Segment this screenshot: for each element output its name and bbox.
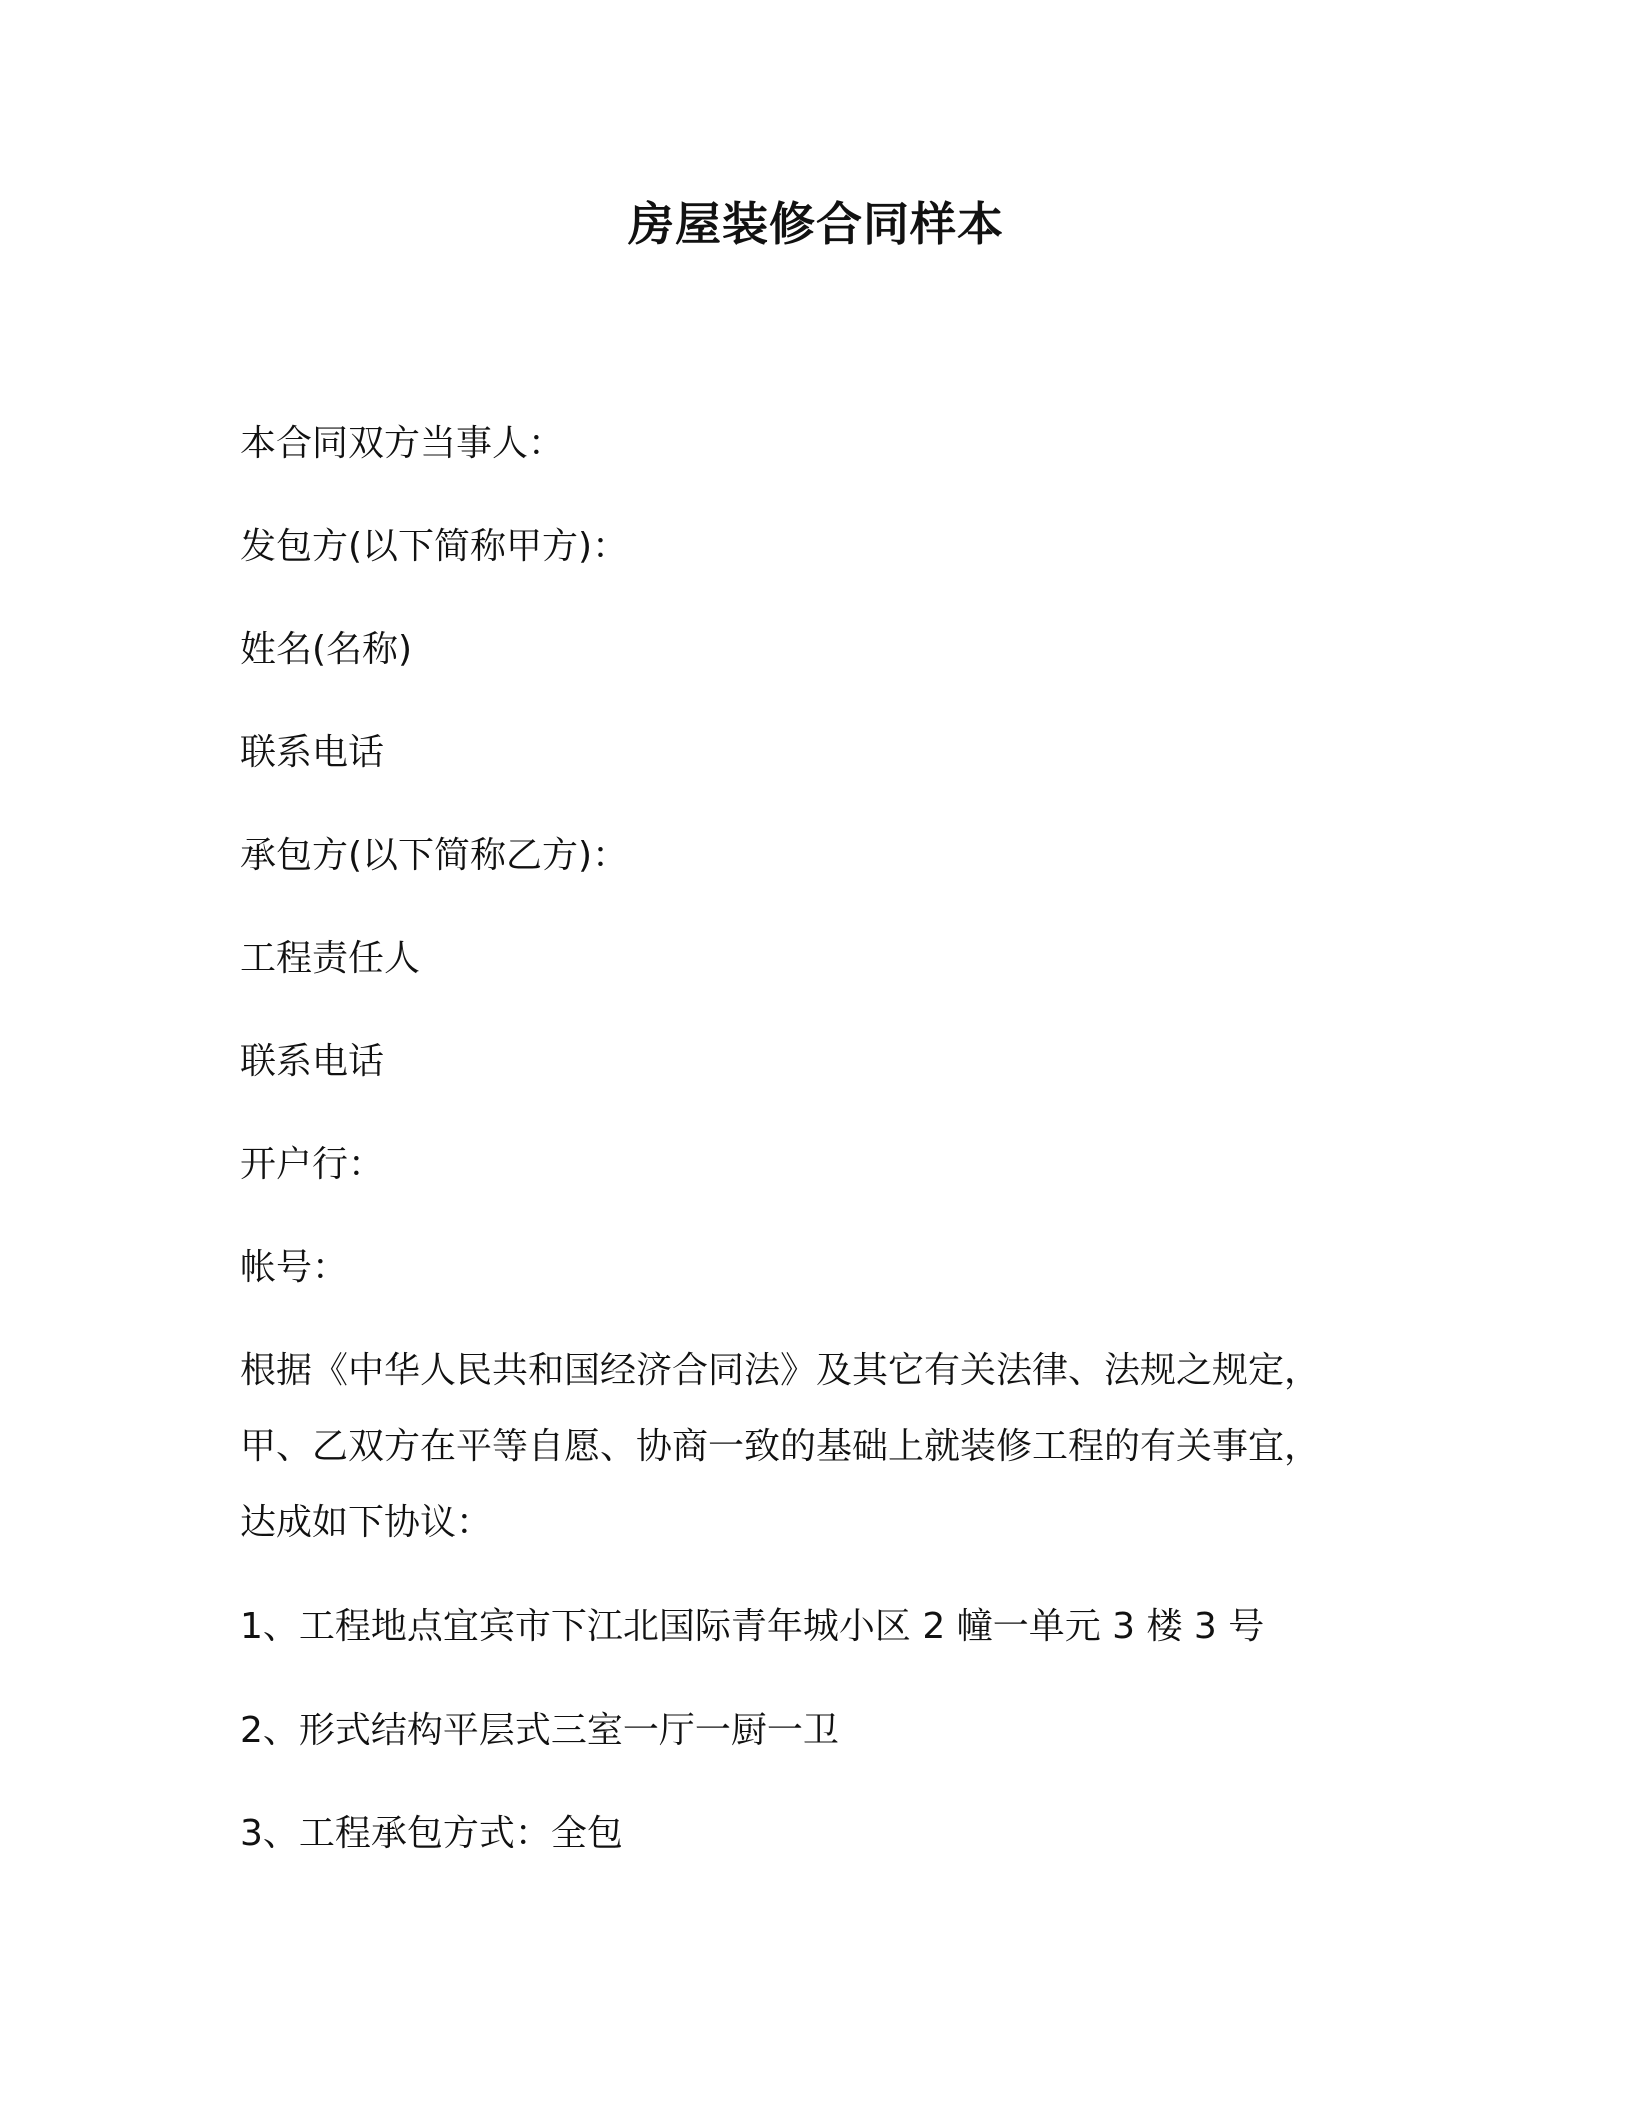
- preamble-line-1: 根据《中华人民共和国经济合同法》及其它有关法律、法规之规定，: [240, 1350, 1321, 1391]
- preamble-line-2: 甲、乙双方在平等自愿、协商一致的基础上就装修工程的有关事宜，: [240, 1426, 1321, 1467]
- party-b-phone-label: 联系电话: [240, 1041, 385, 1082]
- bank-label: 开户行：: [240, 1144, 385, 1185]
- clause-3: 3、工程承包方式：全包: [240, 1813, 623, 1854]
- document-title: 房屋装修合同样本: [628, 197, 1004, 251]
- party-b-responsible-label: 工程责任人: [240, 938, 421, 979]
- party-a-name-label: 姓名(名称): [240, 629, 413, 670]
- clause-2: 2、形式结构平层式三室一厅一厨一卫: [240, 1710, 839, 1751]
- party-a-heading: 发包方(以下简称甲方)：: [240, 526, 629, 567]
- clause-1: 1、工程地点宜宾市下江北国际青年城小区 2 幢一单元 3 楼 3 号: [240, 1606, 1265, 1647]
- account-label: 帐号：: [240, 1247, 349, 1288]
- preamble-line-3: 达成如下协议：: [240, 1502, 493, 1543]
- party-b-heading: 承包方(以下简称乙方)：: [240, 835, 629, 876]
- parties-intro: 本合同双方当事人：: [240, 423, 565, 464]
- party-a-phone-label: 联系电话: [240, 732, 385, 773]
